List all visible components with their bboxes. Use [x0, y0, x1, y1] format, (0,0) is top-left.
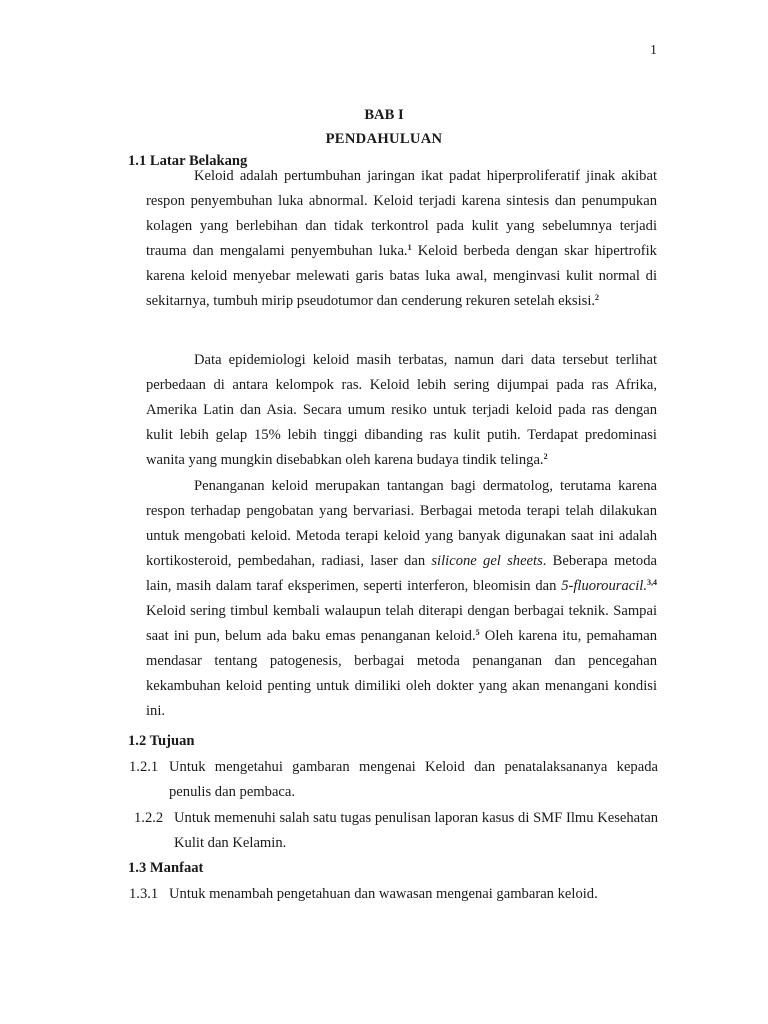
list-item-text: Untuk mengetahui gambaran mengenai Keloid dan penatalaksananya kepada penulis dan pembaca.	[169, 759, 658, 800]
citation-5: 5	[475, 628, 480, 637]
chapter-label: BAB I	[364, 107, 404, 123]
paragraph-3	[146, 474, 657, 724]
paragraph-2-text: Data epidemiologi keloid masih terbatas, namun dari data tersebut terlihat perbedaan di antara kelompok ras. Keloid lebih sering dijumpai pada ras Afrika, Amerika Latin dan Asia. Secara umum resiko untuk terjadi keloid pada ras dengan kulit lebih gelap 15% lebih tinggi dibanding ras kulit putih. Terdapat predominasi wanita yang mungkin disebabkan oleh karena budaya tindik telinga.	[146, 352, 657, 468]
chapter-title: PENDAHULUAN	[325, 131, 443, 147]
section-heading-latar-belakang: 1.1 Latar Belakang	[128, 153, 248, 169]
paragraph-3-text-d: Oleh karena itu, pemahaman mendasar tentang patogenesis, berbagai metoda penanganan dan pencegahan kekambuhan keloid penting untuk dimiliki oleh dokter yang akan menangani kondisi ini.	[146, 628, 657, 719]
paragraph-1	[146, 164, 657, 314]
section-heading-tujuan: 1.2 Tujuan	[128, 733, 195, 749]
paragraph-2	[146, 348, 657, 473]
list-item-number: 1.3.1	[129, 886, 159, 902]
paragraph-3-text-c: Keloid sering timbul kembali walaupun telah diterapi dengan berbagai teknik. Sampai saat ini pun, belum ada baku emas penanganan keloid.	[146, 603, 657, 644]
paragraph-1-text-a: Keloid adalah pertumbuhan jaringan ikat padat hiperproliferatif jinak akibat respon penyembuhan luka abnormal. Keloid terjadi karena sintesis dan penumpukan kolagen yang berlebihan dan tidak terkontrol pada kulit yang sebelumnya terjadi trauma dan mengalami penyembuhan luka.	[146, 168, 657, 259]
paragraph-3-text-b: . Beberapa metoda lain, masih dalam taraf eksperimen, seperti interferon, bleomisin dan	[146, 553, 657, 594]
citation-1: 1	[407, 243, 412, 252]
italic-term-fluorouracil: 5-fluorouracil.	[561, 578, 647, 594]
citation-4: 3,4	[647, 578, 657, 587]
paragraph-3-text-a: Penanganan keloid merupakan tantangan bagi dermatolog, terutama karena respon terhadap pengobatan yang bervariasi. Berbagai metoda terapi telah dilakukan untuk mengobati keloid. Metoda terapi keloid yang banyak digunakan saat ini adalah kortikosteroid, pembedahan, radiasi, laser dan	[146, 478, 657, 569]
italic-term-silicone: silicone gel sheets	[431, 553, 543, 569]
list-item-text: Untuk memenuhi salah satu tugas penulisan laporan kasus di SMF Ilmu Kesehatan Kulit dan Kelamin.	[174, 810, 658, 851]
page-number: 1	[650, 43, 657, 58]
list-item-number: 1.2.1	[129, 759, 159, 775]
paragraph-1-text-b: Keloid berbeda dengan skar hipertrofik karena keloid menyebar melewati garis batas luka awal, menginvasi kulit normal di sekitarnya, tumbuh mirip pseudotumor dan cenderung rekuren setelah eksisi.	[146, 243, 657, 309]
citation-2: 2	[595, 293, 600, 302]
citation-3: 2	[543, 452, 548, 461]
list-item-number: 1.2.2	[134, 810, 164, 826]
section-heading-manfaat: 1.3 Manfaat	[128, 860, 204, 876]
list-item-text: Untuk menambah pengetahuan dan wawasan mengenai gambaran keloid.	[169, 886, 598, 902]
